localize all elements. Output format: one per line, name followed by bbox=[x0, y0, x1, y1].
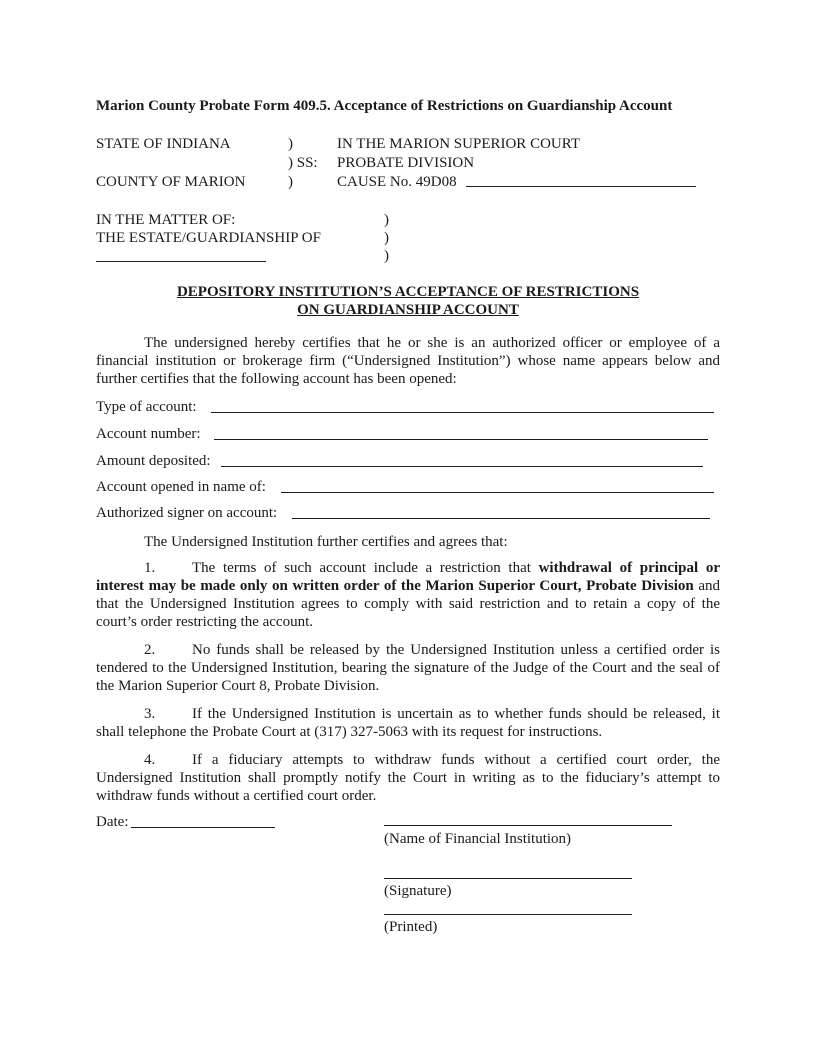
caption-ss: ) SS: bbox=[288, 155, 318, 171]
signature-line[interactable] bbox=[384, 878, 632, 879]
document-heading-line-1: DEPOSITORY INSTITUTION’S ACCEPTANCE OF RESTRICTIONS bbox=[176, 284, 640, 300]
item-4-number: 4. bbox=[144, 752, 156, 768]
further-certifies-text: The Undersigned Institution further certifies and agrees that: bbox=[144, 534, 508, 550]
date-label: Date: bbox=[96, 814, 129, 830]
item-3-text: If the Undersigned Institution is uncertain as to whether funds should be released, it shall telephone the Probate Court at (317) 327-5063 with its request for instructions. bbox=[96, 706, 720, 740]
court-name: IN THE MARION SUPERIOR COURT bbox=[337, 136, 581, 152]
signature-label: (Signature) bbox=[384, 883, 452, 899]
item-1-text-post: and that the Undersigned Institution agrees to comply with said restriction and to retain a copy of the court’s order restricting the account. bbox=[96, 578, 720, 630]
authorized-signer-line[interactable] bbox=[292, 518, 710, 519]
matter-line-1: IN THE MATTER OF: bbox=[96, 212, 236, 228]
matter-paren: ) bbox=[384, 248, 389, 264]
form-title: Marion County Probate Form 409.5. Acceptance of Restrictions on Guardianship Account bbox=[96, 98, 673, 114]
account-opened-name-label: Account opened in name of: bbox=[96, 479, 266, 495]
item-1-number: 1. bbox=[144, 560, 156, 576]
item-1-text-bold: withdrawal of principal or interest may be made only on written order of the Marion Superior Court, Probate Division bbox=[96, 560, 720, 594]
matter-paren: ) bbox=[384, 212, 389, 228]
item-4-text: If a fiduciary attempts to withdraw funds without a certified court order, the Undersigned Institution shall promptly notify the Court in writing as to the fiduciary’s attempt to withdraw funds without a certified court order. bbox=[96, 752, 720, 804]
item-2-text: No funds shall be released by the Undersigned Institution unless a certified order is tendered to the Undersigned Institution, bearing the signature of the Judge of the Court and the seal of the Marion Superior Court 8, Probate Division. bbox=[96, 642, 720, 694]
item-3-number: 3. bbox=[144, 706, 156, 722]
caption-paren: ) bbox=[288, 174, 293, 190]
court-division: PROBATE DIVISION bbox=[337, 155, 475, 171]
item-1-text-pre: The terms of such account include a restriction that bbox=[192, 560, 539, 576]
document-heading-line-2: ON GUARDIANSHIP ACCOUNT bbox=[297, 302, 519, 318]
estate-name-line[interactable] bbox=[96, 261, 266, 262]
type-of-account-label: Type of account: bbox=[96, 399, 197, 415]
state-label: STATE OF INDIANA bbox=[96, 136, 231, 152]
intro-text: The undersigned hereby certifies that he or she is an authorized officer or employee of a financial institution or brokerage firm (“Undersigned Institution”) whose name appears below and further certifies that the following account has been opened: bbox=[96, 335, 720, 387]
cause-number-line[interactable] bbox=[466, 186, 696, 187]
type-of-account-line[interactable] bbox=[211, 412, 714, 413]
item-2-paragraph bbox=[96, 641, 720, 695]
item-2-number: 2. bbox=[144, 642, 156, 658]
item-1-paragraph bbox=[96, 559, 720, 631]
cause-number-label: CAUSE No. 49D08 bbox=[337, 174, 457, 190]
institution-name-line[interactable] bbox=[384, 825, 672, 826]
item-4-paragraph bbox=[96, 751, 720, 805]
county-label: COUNTY OF MARION bbox=[96, 174, 246, 190]
printed-name-line[interactable] bbox=[384, 914, 632, 915]
intro-paragraph bbox=[96, 334, 720, 388]
matter-line-2: THE ESTATE/GUARDIANSHIP OF bbox=[96, 230, 321, 246]
amount-deposited-label: Amount deposited: bbox=[96, 453, 211, 469]
institution-name-label: (Name of Financial Institution) bbox=[384, 831, 572, 847]
caption-paren: ) bbox=[288, 136, 293, 152]
account-number-line[interactable] bbox=[214, 439, 708, 440]
account-opened-name-line[interactable] bbox=[281, 492, 714, 493]
account-number-label: Account number: bbox=[96, 426, 201, 442]
authorized-signer-label: Authorized signer on account: bbox=[96, 505, 278, 521]
date-line[interactable] bbox=[131, 827, 275, 828]
amount-deposited-line[interactable] bbox=[221, 466, 703, 467]
printed-name-label: (Printed) bbox=[384, 919, 438, 935]
item-3-paragraph bbox=[96, 705, 720, 741]
matter-paren: ) bbox=[384, 230, 389, 246]
